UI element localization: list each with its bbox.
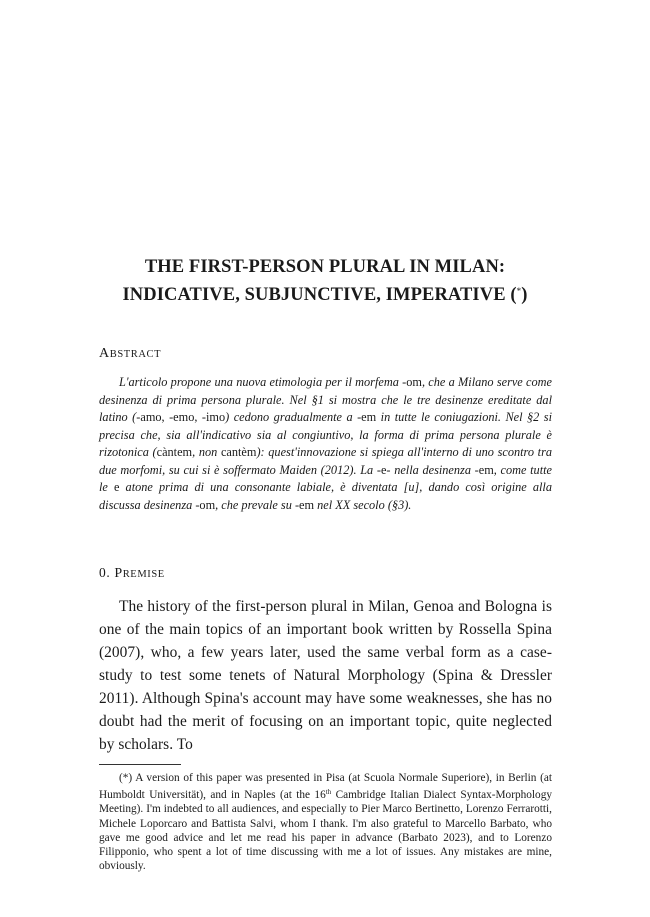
abstract-form-segment: cantèm <box>220 445 257 459</box>
title-note-paren-open: ( <box>510 285 517 305</box>
premise-heading-rest: REMISE <box>122 569 165 580</box>
abstract-heading <box>99 345 161 362</box>
premise-paragraph: The history of the first-person plural in Milan, Genoa and Bologna is one of the main topics of an important book written by Rossella Spina (2007), who, a few years later, used the same verbal form as a case-study to test some tenets of Natural Morphology (Spina & Dressler 2011). Although Spina's account may have some weaknesses, she has no doubt had the merit of focusing on an important topic, quite neglected by scholars. To <box>99 598 552 753</box>
title-note-star: * <box>516 286 522 296</box>
abstract-form-segment: -amo, -emo, -imo <box>136 410 226 424</box>
title-line-2 <box>100 279 550 307</box>
abstract-text-segment: nella desinenza <box>390 462 475 477</box>
abstract-form-segment: -om <box>195 497 216 512</box>
abstract-form-segment: càntem <box>156 445 193 459</box>
premise-section-number: 0. <box>99 565 111 580</box>
premise-heading-initial: P <box>114 566 123 581</box>
abstract-text-segment: L'articolo propone una nuova etimologia per il morfema <box>119 375 403 389</box>
abstract-text-segment: nel XX secolo (§3). <box>314 497 412 512</box>
abstract-heading-initial: A <box>99 346 110 361</box>
abstract-form-segment: e <box>113 480 120 494</box>
footnote-divider <box>99 764 181 765</box>
abstract-text-segment: atone prima di una consonante labiale, è diventata [u], dando così origine alla discussa desinenza <box>99 480 552 512</box>
footnote <box>99 771 552 873</box>
footnote-text-end: Cambridge Italian Dialect Syntax-Morphology Meeting). I'm indebted to all audiences, and especially to Pier Marco Bertinetto, Lorenzo Ferrarotti, Michele Loporcaro and Battista Salvi, whom I thank. I'm also grateful to Marcello Barbato, who gave me good advice and let me read his paper in advance (Barbato 2023), and to Lorenzo Filipponio, who spent a lot of time discussing with me a lot of issues. Any mistakes are mine, obviously. <box>99 789 552 873</box>
title-note-paren-close: ) <box>521 285 528 305</box>
abstract-text-segment: , che prevale su <box>215 497 295 512</box>
abstract-text-segment: , come tutte le <box>99 462 552 494</box>
footnote-text-start: (*) A version of this paper was presented in Pisa (at Scuola Normale Superiore), in Berlin (at Humboldt Universität), and in Naples (at the 16 <box>99 772 552 802</box>
abstract-text-segment: , che a Milano serve come desinenza di prima persona plurale. Nel §1 si mostra che le tre desinenze ereditate dal latino ( <box>99 375 552 424</box>
footnote-paragraph <box>99 771 552 873</box>
premise-body <box>99 595 552 756</box>
title-line-2-text: INDICATIVE, SUBJUNCTIVE, IMPERATIVE <box>122 285 506 305</box>
abstract-text-segment: in tutte le coniugazioni. Nel §2 si precisa che, sia all'indicativo sia al congiuntivo, la forma di prima persona plurale è rizotonica ( <box>99 410 552 459</box>
article-title <box>100 255 550 307</box>
title-line-1: THE FIRST-PERSON PLURAL IN MILAN: <box>144 257 506 277</box>
abstract-text-segment: ) cedono gradualmente a <box>225 410 358 424</box>
abstract-form-segment: -e- <box>376 462 391 477</box>
abstract-text-segment: , non <box>192 445 221 459</box>
premise-heading <box>99 565 165 582</box>
abstract-form-segment: -em <box>357 410 377 424</box>
abstract-form-segment: -em <box>474 462 494 477</box>
abstract-text <box>99 374 552 514</box>
abstract-heading-rest: BSTRACT <box>109 349 162 360</box>
footnote-superscript: th <box>325 788 332 797</box>
abstract-form-segment: -em <box>294 497 315 512</box>
abstract-text-segment: ): quest'innovazione si spiega all'interno di uno scontro tra due morfomi, su cui si è soffermato Maiden (2012). La <box>99 445 553 477</box>
abstract-paragraph <box>99 374 552 514</box>
abstract-form-segment: -om <box>402 375 422 389</box>
